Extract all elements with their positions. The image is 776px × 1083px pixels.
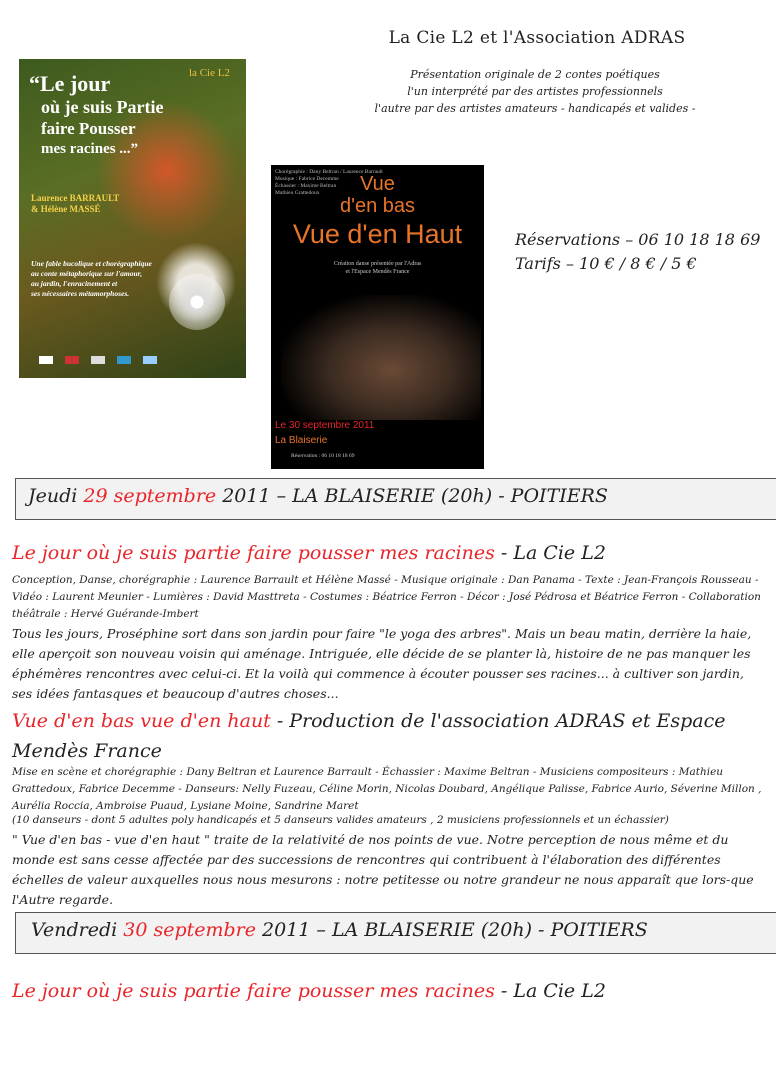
dandelion-image [169,274,225,330]
poster2-title-small: d'en bas [340,195,415,217]
poster2-title-small: Vue [360,173,395,195]
day-banner-thursday [15,478,776,520]
poster2-subtitle: Création danse présentée par l'Adras [333,261,422,267]
poster-vue-den-bas [271,165,484,469]
day-venue: 2011 – LA BLAISERIE (20h) - POITIERS [216,485,608,507]
intro-line-3: l'autre par des artistes amateurs - handicapés et valides - [374,102,696,115]
page-title: La Cie L2 et l'Association ADRAS [388,28,686,48]
day-label: Vendredi [31,919,124,941]
tarifs-text: Tarifs – 10 € / 8 € / 5 € [515,254,697,273]
poster2-date: Le 30 septembre 2011 [275,420,375,431]
show-description: " Vue d'en bas - vue d'en haut " traite de la relativité de nos points de vue. Notre perception de nous même et du monde est sans cesse affectée par des successions de rencontres qui contribuent à l'élaboration des différentes échelles de valeur auxquelles nous nous mesurons : notre petitesse ou notre grandeur ne nous apparaît que lors-que l'Autre regarde. [12,832,754,907]
show-title-le-jour: Le jour où je suis partie faire pousser mes racines - La Cie L2 [12,542,606,564]
day-date: 29 septembre [83,485,217,507]
poster-author: Laurence BARRAULT [31,193,120,203]
show-title-vue-den-bas: Vue d'en bas vue d'en haut - Production de l'association ADRAS et Espace Mendès France [12,710,726,762]
show-credits: Conception, Danse, chorégraphie : Laurence Barrault et Hélène Massé - Musique originale : Dan Panama - Texte : Jean-François Rousseau - Vidéo : Laurent Meunier - Lumières : David Masttreta - Costumes : Béatrice Ferron - Décor : José Pédrosa et Béatrice Ferron - Collaboration théâtrale : Hervé Guérande-Imbert [12,574,761,620]
day-banner-friday [15,912,776,954]
show-title-le-jour: Le jour où je suis partie faire pousser mes racines - La Cie L2 [12,980,606,1002]
poster-title-line: où je suis Partie [41,97,164,117]
day-label: Jeudi [28,485,84,507]
poster2-reservation: Réservation : 06 10 18 18 69 [291,453,355,459]
intro-line-2: l'un interprété par des artistes professionnels [407,85,663,98]
day-date: 30 septembre [123,919,256,941]
poster2-venue: La Blaiserie [275,435,328,446]
poster-title-line: “Le jour [29,71,111,96]
poster-title-line: faire Pousser [41,119,136,138]
poster-title-line: mes racines ...” [41,141,139,157]
poster-le-jour [19,59,246,378]
show-description: Tous les jours, Proséphine sort dans son jardin pour faire "le yoga des arbres". Mais un beau matin, derrière la haie, elle aperçoit son nouveau voisin qui aménage. Intriguée, elle décide de se planter là, histoire de ne pas manquer les éphémères rencontres avec celui-ci. Et la voilà qui commence à écouter pousser ses racines... à cultiver son jardin, ses idées fantasques et beaucoup d'autres choses... [12,626,752,701]
reservations-text: Réservations – 06 10 18 18 69 [515,230,761,249]
poster2-credits: Chorégraphie : Dany Beltran / Laurence Barrault Musique : Fabrice Decemme Échassier : Maxime Beltran Mathieu Grattedoux [275,169,383,196]
poster-tagline: au jardin, l'enracinement et [31,279,118,288]
show-credits: Mise en scène et chorégraphie : Dany Beltran et Laurence Barrault - Échassier : Maxime Beltran - Musiciens compositeurs : Mathieu Grattedoux, Fabrice Decemme - Danseurs: Nelly Fuzeau, Céline Morin, Nicolas Doubard, Angélique Palisse, Fabrice Aurio, Séverine Millon , Aurélia Roccia, Ambroise Puaud, Lysiane Moine, Sandrine Maret [12,766,762,812]
show-note: (10 danseurs - dont 5 adultes poly handicapés et 5 danseurs valides amateurs , 2 musiciens professionnels et un échassier) [12,814,669,826]
poster2-title-big: Vue d'en Haut [292,219,463,249]
sponsor-logos [39,349,159,359]
day-venue: 2011 – LA BLAISERIE (20h) - POITIERS [256,919,648,941]
poster-tagline: ses nécessaires métamorphoses. [31,289,130,298]
intro-line-1: Présentation originale de 2 contes poétiques [410,68,660,81]
poster-tagline: au conte métaphorique sur l'amour, [31,269,143,278]
poster2-subtitle: et l'Espace Mendès France [345,269,410,275]
poster-author: & Hélène MASSÉ [31,204,101,214]
dancers-photo [281,295,481,420]
poster-tagline: Une fable bucolique et chorégraphique [31,259,152,268]
poster-logo: la Cie L2 [189,67,230,79]
